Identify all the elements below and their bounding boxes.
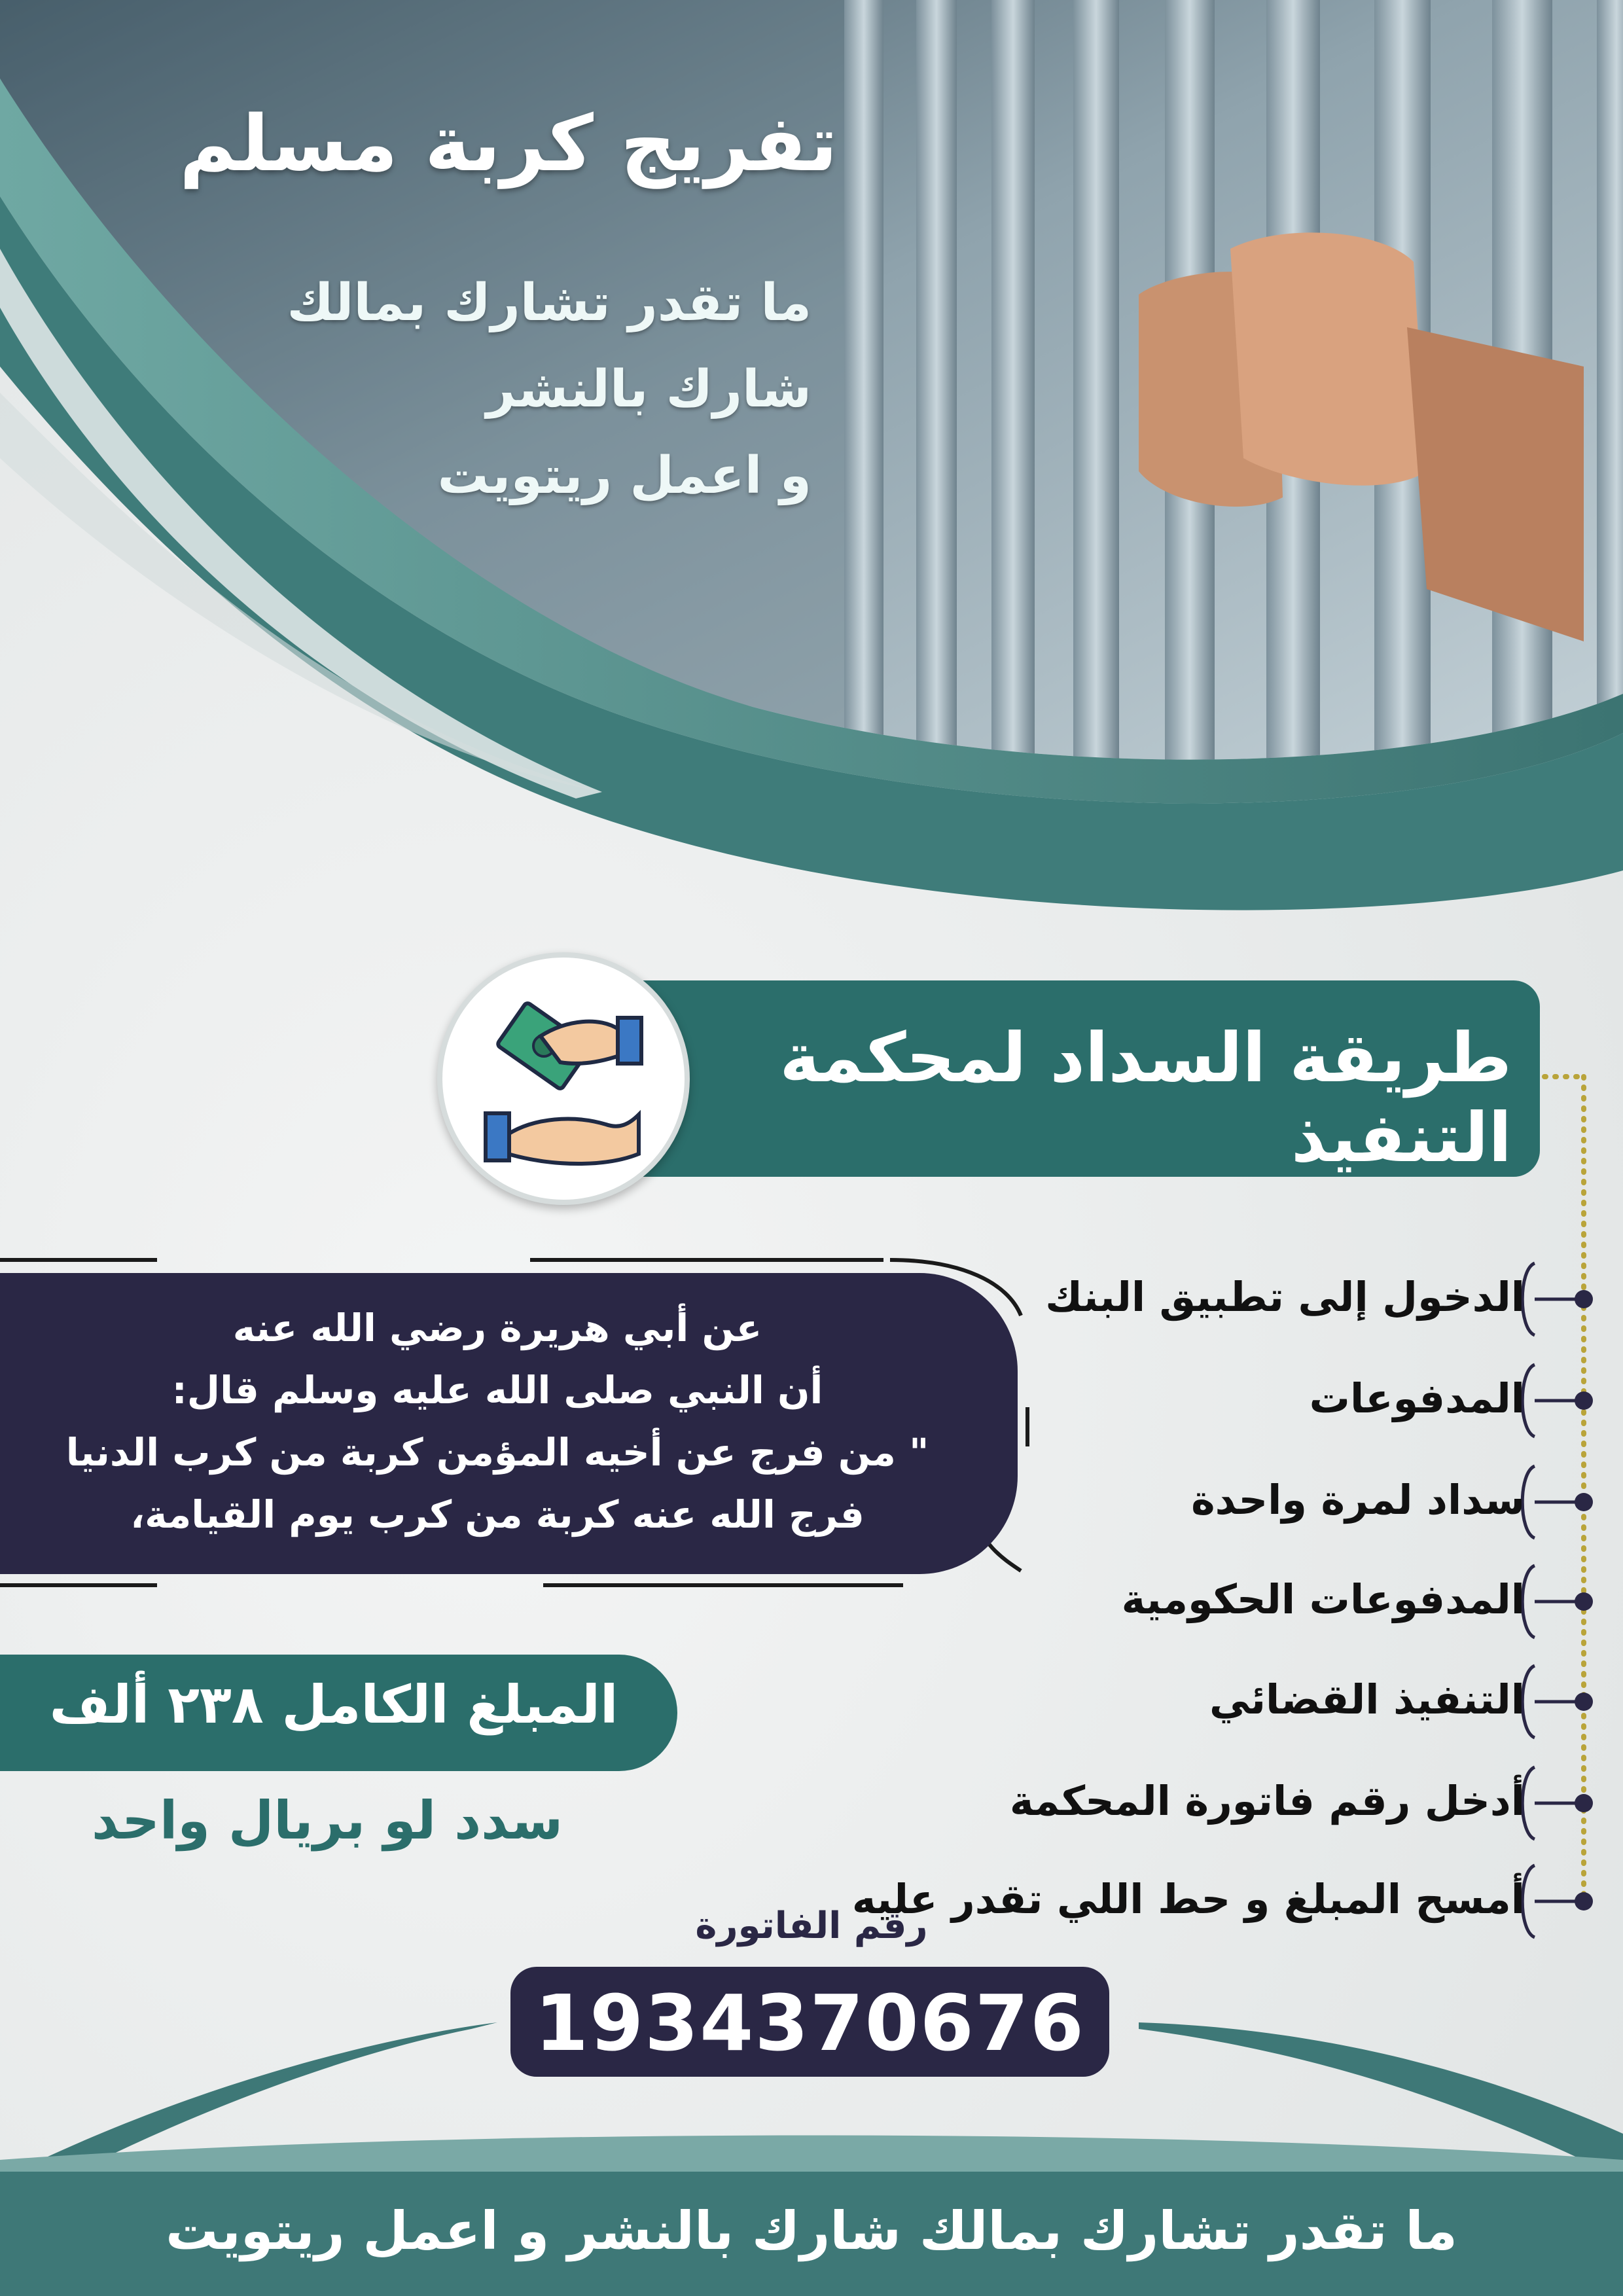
hadith-line-3: " من فرج عن أخيه المؤمن كربة من كرب الدنيا [65,1430,929,1475]
amount-subtitle: سدد لو بريال واحد [92,1790,563,1851]
hadith-line-4: فرج الله عنه كربة من كرب يوم القيامة، [130,1492,865,1537]
step-3: سداد لمرة واحدة [1191,1476,1525,1524]
invoice-label: رقم الفاتورة [695,1905,928,1947]
step-6: أدخل رقم فاتورة المحكمة [1009,1777,1525,1825]
hands-money-icon [437,952,690,1205]
steps-timeline [1522,1077,1593,1937]
step-1: الدخول إلى تطبيق البنك [1045,1273,1525,1321]
amount-label: المبلغ الكامل ٢٣٨ ألف [49,1674,618,1735]
step-5: التنفيذ القضائي [1209,1676,1525,1723]
step-7: أمسح المبلغ و حط اللي تقدر عليه [851,1875,1525,1923]
tagline-3: و اعمل ريتويت [437,446,812,505]
tagline-1: ما تقدر تشارك بمالك [287,274,812,332]
tagline-2: شارك بالنشر [486,360,812,419]
hadith-line-1: عن أبي هريرة رضي الله عنه [232,1306,762,1350]
step-2: المدفوعات [1309,1374,1525,1422]
hadith-line-2: أن النبي صلى الله عليه وسلم قال: [171,1368,823,1412]
page-title: تفريج كربة مسلم [179,98,838,188]
method-title: طريقة السداد لمحكمة التنفيذ [779,1018,1512,1177]
step-4: المدفوعات الحكومية [1121,1575,1525,1623]
invoice-number: 1934370676 [534,1978,1086,2068]
footer-text: ما تقدر تشارك بمالك شارك بالنشر و اعمل ريتويت [166,2200,1457,2261]
